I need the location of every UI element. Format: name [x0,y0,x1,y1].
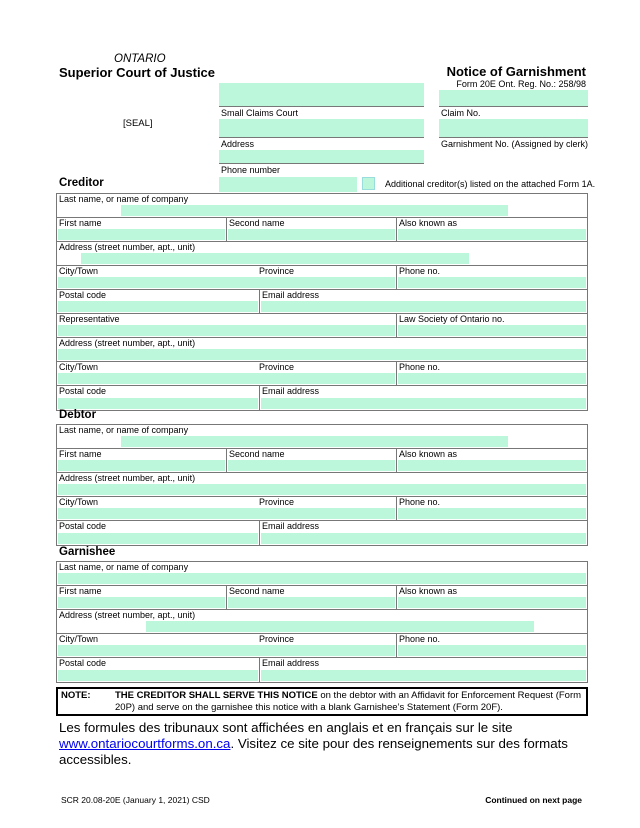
court-phone-label: Phone number [221,165,281,175]
field-label: Postal code [59,658,107,668]
small-claims-court-input[interactable] [219,83,424,107]
garnishee-row [57,634,587,658]
debtor-input[interactable] [58,533,258,544]
debtor-input[interactable] [121,436,508,447]
field-label: Last name, or name of company [59,194,189,204]
french-notice [59,720,599,768]
field-label: Address (street number, apt., unit) [59,242,196,252]
creditor-input[interactable] [398,325,586,336]
debtor-input[interactable] [58,484,586,495]
field-label: Also known as [399,586,458,596]
debtor-input[interactable] [58,460,225,471]
garnishee-input[interactable] [398,597,586,608]
creditor-cell [57,386,260,410]
province-label: Province [259,266,295,276]
creditor-input[interactable] [398,277,586,288]
garnishment-no-label: Garnishment No. (Assigned by clerk) [441,139,589,149]
garnishee-cell [57,634,397,657]
province-label: ONTARIO [114,53,166,65]
creditor-cell [227,218,397,241]
garnishee-cell [57,610,587,633]
debtor-row [57,449,587,473]
creditor-cell [57,338,587,361]
creditor-input[interactable] [261,301,586,312]
creditor-heading: Creditor [59,177,104,189]
garnishee-heading: Garnishee [59,546,116,558]
garnishee-input[interactable] [228,597,395,608]
creditor-input[interactable] [58,373,395,384]
garnishee-row [57,586,587,610]
creditor-cell [57,218,227,241]
form-title: Notice of Garnishment [446,64,586,79]
field-label: Also known as [399,449,458,459]
creditor-input[interactable] [58,349,586,360]
field-label: Email address [262,386,320,396]
form-number: Form 20E Ont. Reg. No.: 258/98 [456,79,586,89]
garnishee-table [56,561,588,683]
garnishee-input[interactable] [146,621,534,632]
creditor-input[interactable] [261,398,586,409]
debtor-table [56,424,588,546]
court-phone-input[interactable] [219,150,424,164]
creditor-row [57,314,587,338]
creditor-cell [57,314,397,337]
creditor-input[interactable] [58,325,395,336]
field-label: Phone no. [399,266,441,276]
garnishee-row [57,610,587,634]
field-label: Email address [262,658,320,668]
debtor-row [57,521,587,545]
note-box [56,687,588,716]
garnishee-cell [227,586,397,609]
creditor-input[interactable] [58,398,258,409]
creditor-cell [57,266,397,289]
creditor-cell [57,194,587,217]
province-label: Province [259,497,295,507]
creditor-input[interactable] [228,229,395,240]
garnishee-cell [57,562,587,585]
field-label: First name [59,586,102,596]
field-label: City/Town [59,362,99,372]
court-address-label: Address [221,139,255,149]
debtor-input[interactable] [398,460,586,471]
note-label: NOTE: [61,690,91,701]
field-label: First name [59,449,102,459]
field-label: Phone no. [399,497,441,507]
field-label: Second name [229,449,285,459]
debtor-row [57,425,587,449]
debtor-cell [57,425,587,448]
creditor-cell [397,266,587,289]
garnishee-cell [397,634,587,657]
province-label: Province [259,634,295,644]
french-line1: Les formules des tribunaux sont affichées en anglais et en français sur le site [59,720,513,735]
form-code: SCR 20.08-20E (January 1, 2021) CSD [61,795,210,805]
creditor-input[interactable] [58,229,225,240]
province-label: Province [259,362,295,372]
garnishee-cell [57,586,227,609]
debtor-cell [227,449,397,472]
debtor-cell [57,497,397,520]
debtor-row [57,473,587,497]
note-text [115,690,582,714]
field-label: Law Society of Ontario no. [399,314,505,324]
claim-no-label: Claim No. [441,108,481,118]
creditor-cell [57,362,397,385]
garnishee-cell [57,658,260,682]
creditor-row [57,218,587,242]
claim-no-input[interactable] [439,90,588,107]
debtor-cell [260,521,587,545]
field-label: City/Town [59,497,99,507]
garnishee-input[interactable] [58,597,225,608]
additional-creditors-label: Additional creditor(s) listed on the attached Form 1A. [385,179,596,189]
field-label: Representative [59,314,120,324]
field-label: Address (street number, apt., unit) [59,473,196,483]
field-label: Phone no. [399,362,441,372]
creditor-input[interactable] [81,253,469,264]
creditor-input[interactable] [398,373,586,384]
garnishee-input[interactable] [398,645,586,656]
creditor-row [57,338,587,362]
garnishee-input[interactable] [261,670,586,681]
creditor-cell [397,314,587,337]
creditor-row [57,290,587,314]
creditor-cell [57,290,260,313]
creditor-row [57,362,587,386]
garnishee-input[interactable] [58,573,586,584]
debtor-cell [397,497,587,520]
small-claims-court-label: Small Claims Court [221,108,299,118]
field-label: Postal code [59,521,107,531]
garnishee-cell [397,586,587,609]
creditor-table [56,193,588,411]
debtor-heading: Debtor [59,409,97,421]
court-forms-link[interactable]: www.ontariocourtforms.on.ca [59,736,231,751]
creditor-input[interactable] [58,277,395,288]
garnishee-row [57,562,587,586]
creditor-row [57,266,587,290]
field-label: Second name [229,218,285,228]
creditor-cell [397,218,587,241]
field-label: Address (street number, apt., unit) [59,610,196,620]
garnishee-input[interactable] [58,670,258,681]
french-line2: . Visitez ce site pour des renseignements sur des formats accessibles. [59,736,568,767]
note-body: on the debtor with an Affidavit for Enforcement Request (Form 20P) and serve on the garnishee this notice with a blank Garnishee’s Statement (Form 20F). [115,690,582,713]
field-label: First name [59,218,102,228]
field-label: Postal code [59,386,107,396]
creditor-cell [260,290,587,313]
debtor-input[interactable] [58,508,395,519]
court-address-input[interactable] [219,119,424,138]
debtor-input[interactable] [228,460,395,471]
creditor-row [57,242,587,266]
seal-label: [SEAL] [123,118,153,129]
garnishment-no-input[interactable] [439,119,588,138]
debtor-cell [57,473,587,496]
field-label: Last name, or name of company [59,425,189,435]
creditor-row [57,386,587,410]
creditor-cell [397,362,587,385]
field-label: Email address [262,521,320,531]
note-bold: THE CREDITOR SHALL SERVE THIS NOTICE [115,690,318,701]
field-label: Phone no. [399,634,441,644]
continued-label: Continued on next page [485,795,582,805]
field-label: Email address [262,290,320,300]
field-label: Also known as [399,218,458,228]
debtor-cell [57,521,260,545]
creditor-cell [57,242,587,265]
garnishee-input[interactable] [58,645,395,656]
field-label: City/Town [59,266,99,276]
debtor-row [57,497,587,521]
field-label: City/Town [59,634,99,644]
court-name: Superior Court of Justice [59,65,216,80]
garnishee-cell [260,658,587,682]
field-label: Second name [229,586,285,596]
creditor-row [57,194,587,218]
creditor-input[interactable] [398,229,586,240]
creditor-cell [260,386,587,410]
debtor-cell [57,449,227,472]
creditor-extra-input[interactable] [219,177,357,192]
garnishee-row [57,658,587,682]
field-label: Postal code [59,290,107,300]
creditor-input[interactable] [121,205,508,216]
debtor-cell [397,449,587,472]
creditor-input[interactable] [58,301,258,312]
additional-creditors-checkbox[interactable] [362,177,375,190]
debtor-input[interactable] [398,508,586,519]
field-label: Last name, or name of company [59,562,189,572]
debtor-input[interactable] [261,533,586,544]
field-label: Address (street number, apt., unit) [59,338,196,348]
